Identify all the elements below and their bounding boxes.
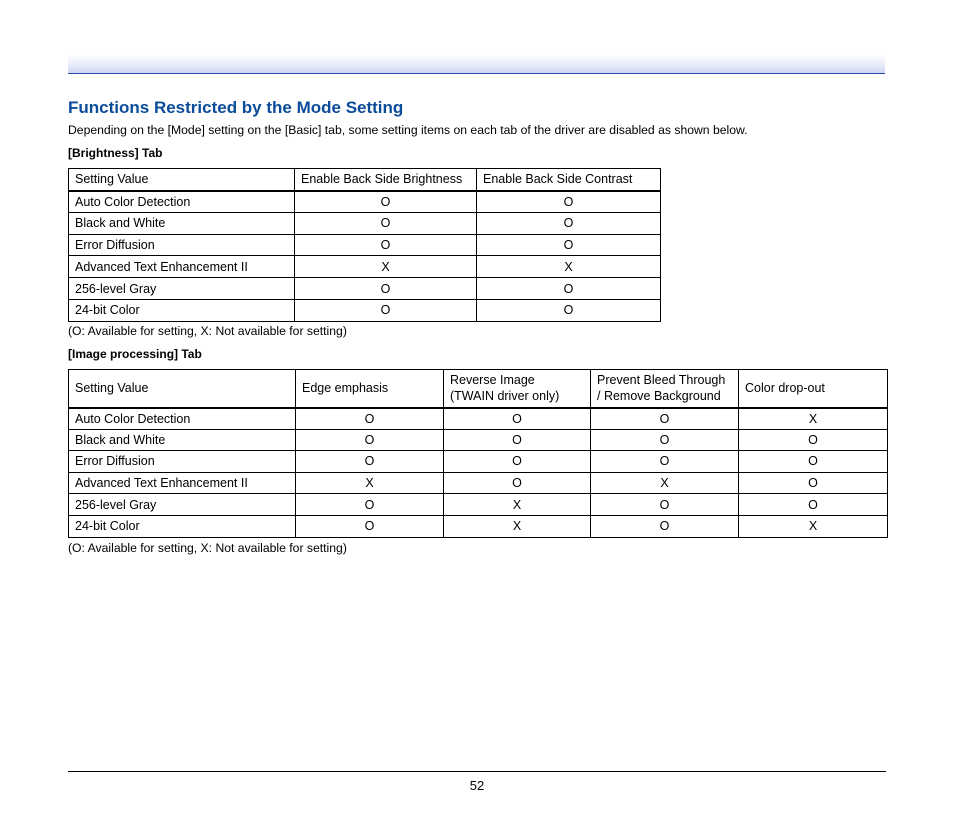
availability-cell: O [739,472,888,494]
table-header-row [69,169,661,191]
column-header: Setting Value [69,370,296,408]
availability-cell: O [591,494,739,516]
availability-cell: O [591,408,739,430]
availability-cell: O [295,234,477,256]
availability-cell: O [591,429,739,451]
image-processing-legend-note: (O: Available for setting, X: Not available for setting) [68,541,347,555]
brightness-table [68,168,661,322]
availability-cell: O [444,472,591,494]
table-row [69,451,888,473]
table-row [69,494,888,516]
column-header: Enable Back Side Contrast [477,169,661,191]
availability-cell: O [295,299,477,321]
column-header: Reverse Image (TWAIN driver only) [444,370,591,408]
table-row [69,212,661,234]
availability-cell: X [444,494,591,516]
availability-cell: O [591,515,739,537]
availability-cell: O [295,278,477,300]
availability-cell: X [591,472,739,494]
availability-cell: X [444,515,591,537]
availability-cell: O [444,429,591,451]
setting-value-cell: Auto Color Detection [69,408,296,430]
footer-rule [68,771,886,772]
setting-value-cell: 24-bit Color [69,515,296,537]
image-processing-table [68,369,888,538]
table-row [69,472,888,494]
column-header: Prevent Bleed Through / Remove Background [591,370,739,408]
setting-value-cell: Auto Color Detection [69,191,295,213]
availability-cell: O [444,408,591,430]
availability-cell: O [591,451,739,473]
availability-cell: O [444,451,591,473]
availability-cell: O [296,515,444,537]
image-processing-tab-heading: [Image processing] Tab [68,347,202,361]
header-band [68,54,885,74]
setting-value-cell: 256-level Gray [69,494,296,516]
setting-value-cell: Advanced Text Enhancement II [69,256,295,278]
setting-value-cell: Error Diffusion [69,451,296,473]
availability-cell: O [739,429,888,451]
availability-cell: O [477,191,661,213]
setting-value-cell: Error Diffusion [69,234,295,256]
availability-cell: O [477,212,661,234]
table-header-row [69,370,888,408]
table-row [69,256,661,278]
availability-cell: X [477,256,661,278]
availability-cell: X [739,515,888,537]
availability-cell: O [296,408,444,430]
intro-paragraph: Depending on the [Mode] setting on the [Basic] tab, some setting items on each tab of the driver are disabled as shown below. [68,123,748,137]
setting-value-cell: Black and White [69,212,295,234]
availability-cell: O [295,212,477,234]
table-row [69,299,661,321]
availability-cell: O [477,278,661,300]
brightness-legend-note: (O: Available for setting, X: Not available for setting) [68,324,347,338]
availability-cell: O [739,451,888,473]
availability-cell: O [296,494,444,516]
column-header: Enable Back Side Brightness [295,169,477,191]
availability-cell: O [477,234,661,256]
table-row [69,429,888,451]
availability-cell: O [296,451,444,473]
table-row [69,278,661,300]
table-row [69,191,661,213]
table-row [69,234,661,256]
brightness-tab-heading: [Brightness] Tab [68,146,163,160]
availability-cell: O [295,191,477,213]
availability-cell: O [739,494,888,516]
availability-cell: O [296,429,444,451]
column-header: Edge emphasis [296,370,444,408]
setting-value-cell: 24-bit Color [69,299,295,321]
section-title: Functions Restricted by the Mode Setting [68,98,404,117]
column-header: Setting Value [69,169,295,191]
availability-cell: X [296,472,444,494]
availability-cell: O [477,299,661,321]
setting-value-cell: Advanced Text Enhancement II [69,472,296,494]
availability-cell: X [295,256,477,278]
setting-value-cell: Black and White [69,429,296,451]
column-header: Color drop-out [739,370,888,408]
setting-value-cell: 256-level Gray [69,278,295,300]
availability-cell: X [739,408,888,430]
table-row [69,515,888,537]
page-number: 52 [469,778,485,793]
table-row [69,408,888,430]
